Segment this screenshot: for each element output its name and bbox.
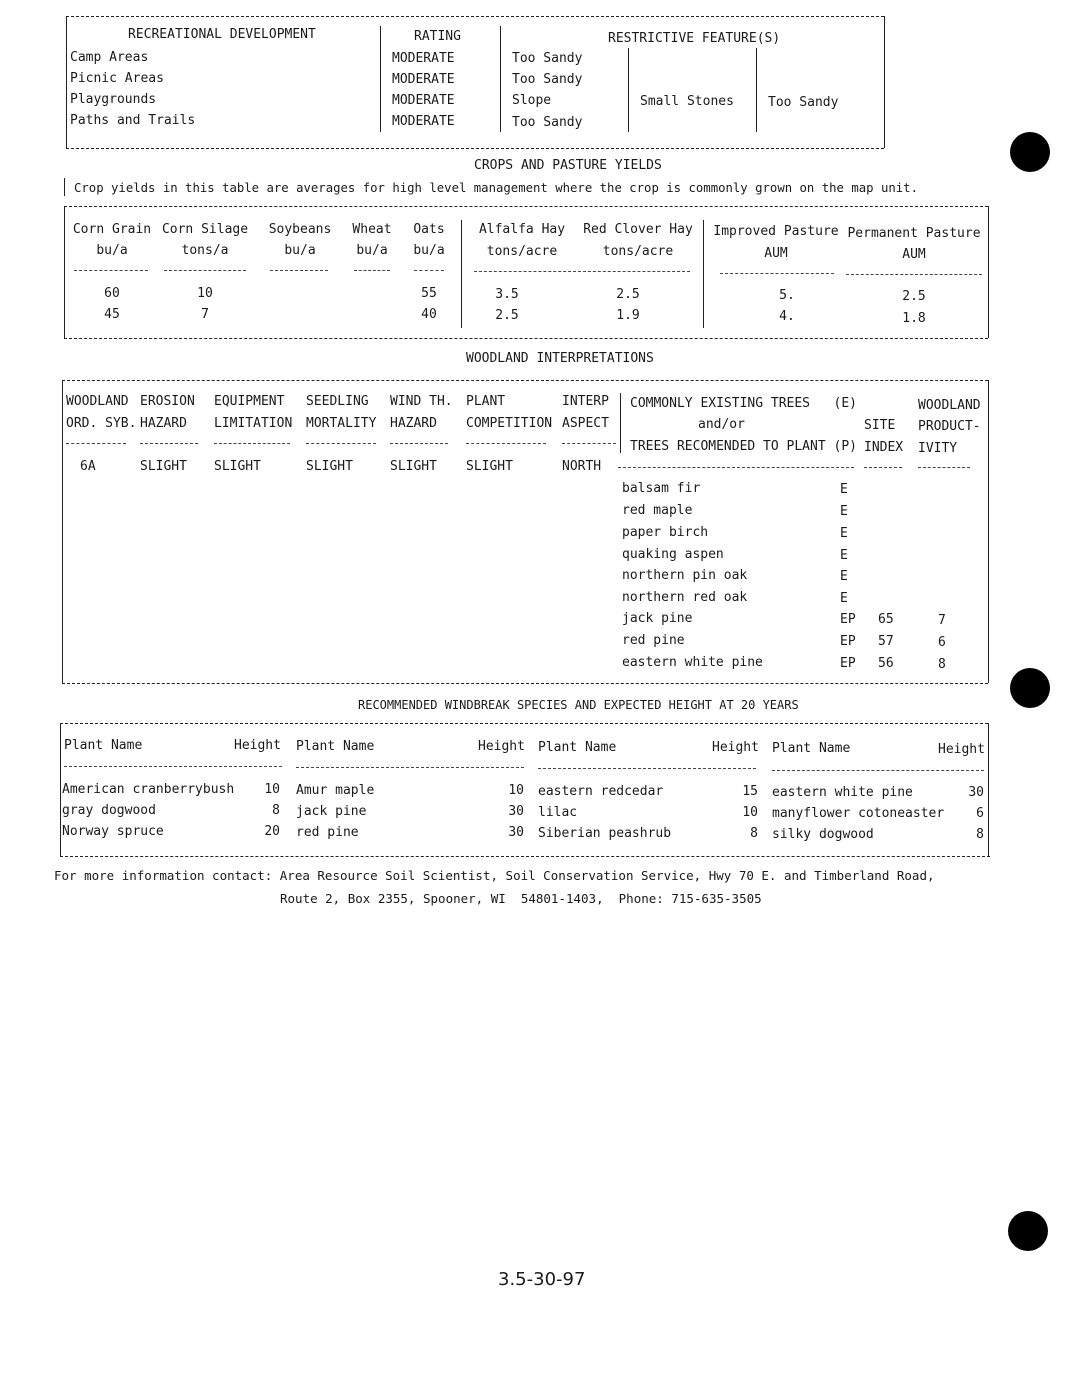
woodland-header: WIND TH. <box>390 394 453 409</box>
restrictive-feature: Too Sandy <box>512 51 583 66</box>
tree-name: paper birch <box>622 525 709 540</box>
recreational-use: Camp Areas <box>70 50 149 65</box>
crop-yield-value: 55 <box>421 286 437 301</box>
site-index-header: SITE <box>864 418 896 433</box>
woodland-header: SEEDLING <box>306 394 369 409</box>
windbreak-plant: eastern white pine <box>772 785 913 800</box>
windbreak-col-height: Height <box>712 740 759 755</box>
tree-site-index: 56 <box>878 656 894 671</box>
tree-code: E <box>840 591 848 606</box>
tree-name: northern red oak <box>622 590 748 605</box>
crop-col-unit: AUM <box>764 246 788 261</box>
recreational-rating: MODERATE <box>392 51 455 66</box>
restrictive-feature: Too Sandy <box>512 115 583 130</box>
crop-col-name: Corn Grain <box>72 222 152 237</box>
crop-col-unit: AUM <box>902 247 926 262</box>
tree-productivity: 8 <box>938 657 946 672</box>
tree-productivity: 6 <box>938 635 946 650</box>
windbreak-col-height: Height <box>938 742 985 757</box>
contact-line-2: Route 2, Box 2355, Spooner, WI 54801-1403, Phone: 715-635-3505 <box>280 891 762 906</box>
windbreak-plant: silky dogwood <box>772 827 874 842</box>
crop-col-unit: bu/a <box>413 243 445 258</box>
woodland-header: WOODLAND <box>66 394 129 409</box>
crop-col-unit: bu/a <box>96 243 128 258</box>
woodland-value: SLIGHT <box>140 459 187 474</box>
tree-code: E <box>840 548 848 563</box>
restrictive-feature: Slope <box>512 93 552 108</box>
trees-header: and/or <box>698 417 745 432</box>
site-index-header: INDEX <box>864 440 904 455</box>
crop-col-name: Red Clover Hay <box>583 222 693 237</box>
binder-hole-top <box>1010 132 1050 172</box>
crop-col-unit: tons/a <box>181 243 229 258</box>
windbreak-col-name: Plant Name <box>64 738 143 753</box>
restrictive-features-header: RESTRICTIVE FEATURE(S) <box>608 31 781 46</box>
woodland-header: EROSION <box>140 394 195 409</box>
windbreak-height: 10 <box>742 805 758 820</box>
restrictive-feature: Too Sandy <box>512 72 583 87</box>
woodland-header: ORD. SYB. <box>66 416 137 431</box>
binder-hole-bottom <box>1008 1211 1048 1251</box>
windbreak-height: 6 <box>976 806 984 821</box>
windbreak-plant: Siberian peashrub <box>538 826 672 841</box>
tree-site-index: 57 <box>878 634 894 649</box>
windbreak-height: 30 <box>508 825 524 840</box>
tree-name: northern pin oak <box>622 568 748 583</box>
crops-title: CROPS AND PASTURE YIELDS <box>474 158 662 173</box>
woodland-value: SLIGHT <box>466 459 513 474</box>
woodland-value: 6A <box>80 459 96 474</box>
windbreak-title: RECOMMENDED WINDBREAK SPECIES AND EXPECTED HEIGHT AT 20 YEARS <box>358 698 799 712</box>
woodland-header: HAZARD <box>140 416 187 431</box>
crop-yield-value: 2.5 <box>616 287 640 302</box>
crop-yield-value: 2.5 <box>495 308 519 323</box>
tree-name: quaking aspen <box>622 547 724 562</box>
recreational-use: Playgrounds <box>70 92 157 107</box>
windbreak-plant: Amur maple <box>296 783 375 798</box>
crop-yield-value: 1.9 <box>616 308 640 323</box>
tree-site-index: 65 <box>878 612 894 627</box>
recreational-use: Paths and Trails <box>70 113 196 128</box>
tree-code: E <box>840 504 848 519</box>
woodland-header: ASPECT <box>562 416 609 431</box>
windbreak-height: 8 <box>976 827 984 842</box>
windbreak-height: 8 <box>750 826 758 841</box>
crop-yield-value: 7 <box>201 307 209 322</box>
crop-col-unit: tons/acre <box>602 244 674 259</box>
windbreak-height: 30 <box>508 804 524 819</box>
windbreak-col-height: Height <box>234 738 281 753</box>
crop-col-unit: bu/a <box>356 243 388 258</box>
tree-name: jack pine <box>622 611 693 626</box>
windbreak-height: 10 <box>508 783 524 798</box>
woodland-value: SLIGHT <box>306 459 353 474</box>
recreational-rating: MODERATE <box>392 93 455 108</box>
windbreak-plant: Norway spruce <box>62 824 164 839</box>
restrictive-feature-3: Too Sandy <box>768 95 839 110</box>
windbreak-plant: American cranberrybush <box>62 782 235 797</box>
tree-name: red pine <box>622 633 685 648</box>
tree-productivity: 7 <box>938 613 946 628</box>
crop-col-name: Oats <box>413 222 445 237</box>
crop-yield-value: 2.5 <box>902 289 926 304</box>
windbreak-col-height: Height <box>478 739 525 754</box>
tree-code: E <box>840 569 848 584</box>
crop-yield-value: 1.8 <box>902 311 926 326</box>
woodland-title: WOODLAND INTERPRETATIONS <box>466 351 654 366</box>
crop-col-name: Permanent Pasture <box>847 226 981 241</box>
tree-code: EP <box>840 656 856 671</box>
windbreak-col-name: Plant Name <box>538 740 617 755</box>
windbreak-col-name: Plant Name <box>296 739 375 754</box>
productivity-header: PRODUCT- <box>918 419 981 434</box>
windbreak-height: 10 <box>264 782 280 797</box>
woodland-value: NORTH <box>562 459 602 474</box>
binder-hole-middle <box>1010 668 1050 708</box>
tree-code: E <box>840 526 848 541</box>
windbreak-plant: jack pine <box>296 804 367 819</box>
crop-yield-value: 45 <box>104 307 120 322</box>
woodland-header: MORTALITY <box>306 416 377 431</box>
recreational-header: RECREATIONAL DEVELOPMENT <box>128 27 316 42</box>
crop-col-name: Soybeans <box>268 222 332 237</box>
windbreak-plant: manyflower cotoneaster <box>772 806 945 821</box>
crop-col-unit: bu/a <box>284 243 316 258</box>
page-number: 3.5-30-97 <box>498 1269 586 1290</box>
productivity-header: IVITY <box>918 441 958 456</box>
tree-code: E <box>840 482 848 497</box>
tree-code: EP <box>840 634 856 649</box>
crop-yield-value: 3.5 <box>495 287 519 302</box>
crop-col-unit: tons/acre <box>486 244 558 259</box>
windbreak-col-name: Plant Name <box>772 741 851 756</box>
restrictive-feature-2: Small Stones <box>640 94 734 109</box>
woodland-header: EQUIPMENT <box>214 394 285 409</box>
woodland-header: PLANT <box>466 394 506 409</box>
crop-col-name: Alfalfa Hay <box>478 222 566 237</box>
crop-yield-value: 60 <box>104 286 120 301</box>
windbreak-height: 30 <box>968 785 984 800</box>
trees-header: COMMONLY EXISTING TREES (E) <box>630 396 857 411</box>
tree-name: red maple <box>622 503 693 518</box>
woodland-header: INTERP <box>562 394 609 409</box>
crop-yield-value: 5. <box>779 288 795 303</box>
windbreak-height: 8 <box>272 803 280 818</box>
windbreak-height: 15 <box>742 784 758 799</box>
rating-header: RATING <box>414 29 461 44</box>
recreational-rating: MODERATE <box>392 114 455 129</box>
windbreak-plant: red pine <box>296 825 359 840</box>
crops-note: Crop yields in this table are averages for high level management where the crop is commonly grown on the map unit. <box>74 181 918 195</box>
woodland-value: SLIGHT <box>390 459 437 474</box>
crop-yield-value: 4. <box>779 309 795 324</box>
recreational-rating: MODERATE <box>392 72 455 87</box>
woodland-value: SLIGHT <box>214 459 261 474</box>
crop-yield-value: 40 <box>421 307 437 322</box>
recreational-use: Picnic Areas <box>70 71 164 86</box>
windbreak-plant: lilac <box>538 805 578 820</box>
windbreak-plant: eastern redcedar <box>538 784 664 799</box>
crop-col-name: Wheat <box>352 222 392 237</box>
woodland-header: HAZARD <box>390 416 437 431</box>
crop-yield-value: 10 <box>197 286 213 301</box>
crop-col-name: Corn Silage <box>161 222 249 237</box>
contact-line-1: For more information contact: Area Resource Soil Scientist, Soil Conservation Service, Hwy 70 E. and Timberland Road, <box>54 868 935 883</box>
windbreak-plant: gray dogwood <box>62 803 156 818</box>
tree-name: balsam fir <box>622 481 701 496</box>
tree-name: eastern white pine <box>622 655 763 670</box>
woodland-header: LIMITATION <box>214 416 293 431</box>
tree-code: EP <box>840 612 856 627</box>
woodland-header: COMPETITION <box>466 416 553 431</box>
productivity-header: WOODLAND <box>918 398 981 413</box>
trees-header: TREES RECOMENDED TO PLANT (P) <box>630 439 857 454</box>
crop-col-name: Improved Pasture <box>713 224 839 239</box>
windbreak-height: 20 <box>264 824 280 839</box>
